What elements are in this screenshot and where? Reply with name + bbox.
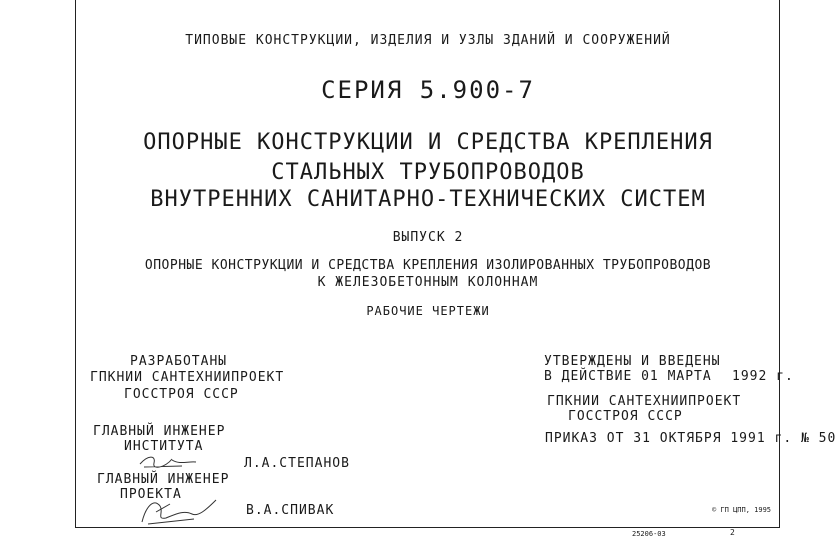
main-title-line-3: ВНУТРЕННИХ САНИТАРНО-ТЕХНИЧЕСКИХ СИСТЕМ bbox=[150, 187, 706, 212]
approval-line-2: В ДЕЙСТВИЕ 01 МАРТА bbox=[544, 369, 712, 384]
developers-label: РАЗРАБОТАНЫ bbox=[130, 354, 228, 369]
signer-name-project: В.А.СПИВАК bbox=[246, 503, 335, 518]
approval-org-parent: ГОССТРОЯ СССР bbox=[568, 409, 683, 424]
developers-org-parent: ГОССТРОЯ СССР bbox=[124, 387, 239, 402]
sheet-number: 2 bbox=[730, 528, 735, 537]
series-title: СЕРИЯ 5.900-7 bbox=[321, 76, 535, 104]
approval-order: ПРИКАЗ ОТ 31 ОКТЯБРЯ 1991 г. № 50 bbox=[545, 431, 836, 446]
issue-number: ВЫПУСК 2 bbox=[392, 230, 464, 245]
main-title-line-2: СТАЛЬНЫХ ТРУБОПРОВОДОВ bbox=[271, 160, 585, 185]
approval-org: ГПКНИИ САНТЕХНИИПРОЕКТ bbox=[547, 394, 742, 409]
subtitle-line-2: К ЖЕЛЕЗОБЕТОННЫМ КОЛОННАМ bbox=[317, 275, 539, 290]
chief-engineer-project-label: ГЛАВНЫЙ ИНЖЕНЕР bbox=[97, 472, 230, 487]
work-drawings-label: РАБОЧИЕ ЧЕРТЕЖИ bbox=[366, 304, 490, 318]
chief-engineer-project-sublabel: ПРОЕКТА bbox=[120, 487, 182, 502]
document-code: 25206-03 bbox=[632, 530, 666, 538]
signature-stepanov bbox=[136, 451, 206, 471]
signer-name-institute: Л.А.СТЕПАНОВ bbox=[244, 456, 350, 471]
copyright-note: © ГП ЦПП, 1995 bbox=[712, 506, 772, 514]
approval-year: 1992 г. bbox=[732, 369, 794, 384]
header-line: ТИПОВЫЕ КОНСТРУКЦИИ, ИЗДЕЛИЯ И УЗЛЫ ЗДАНИЙ И СООРУЖЕНИЙ bbox=[185, 33, 671, 48]
approval-line-1: УТВЕРЖДЕНЫ И ВВЕДЕНЫ bbox=[544, 354, 721, 369]
developers-org: ГПКНИИ САНТЕХНИИПРОЕКТ bbox=[90, 370, 285, 385]
signature-spivak bbox=[136, 492, 226, 528]
main-title-line-1: ОПОРНЫЕ КОНСТРУКЦИИ И СРЕДСТВА КРЕПЛЕНИЯ bbox=[143, 130, 713, 155]
chief-engineer-institute-sublabel: ИНСТИТУТА bbox=[124, 439, 204, 454]
chief-engineer-institute-label: ГЛАВНЫЙ ИНЖЕНЕР bbox=[93, 424, 226, 439]
subtitle-line-1: ОПОРНЫЕ КОНСТРУКЦИИ И СРЕДСТВА КРЕПЛЕНИЯ ИЗОЛИРОВАННЫХ ТРУБОПРОВОДОВ bbox=[144, 258, 712, 273]
